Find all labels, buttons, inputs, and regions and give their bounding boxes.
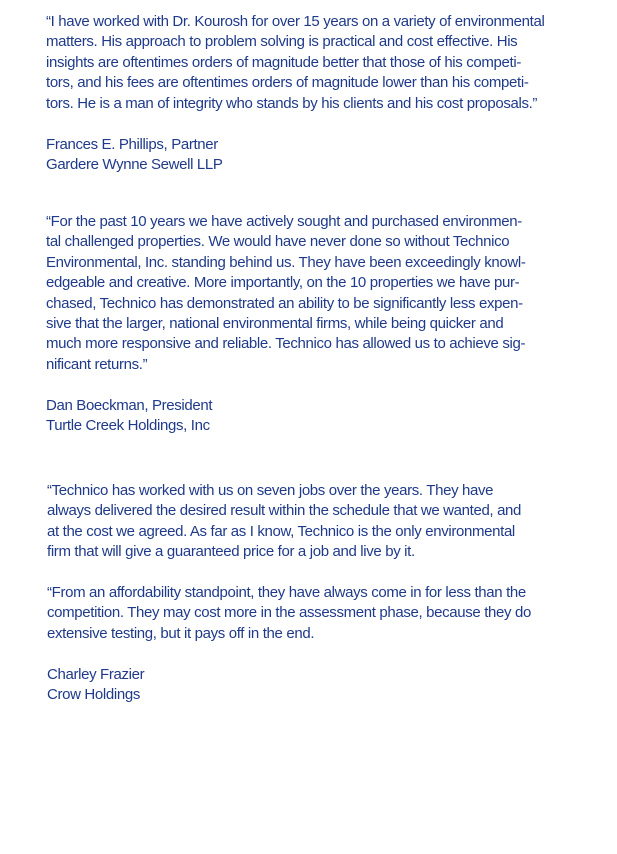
quote-line: “Technico has worked with us on seven jobs over the years. They have (47, 482, 494, 499)
attribution-name: Frances E. Phillips, Partner (46, 136, 218, 153)
quote-line: “From an affordability standpoint, they have always come in for less than the (47, 584, 526, 601)
attribution-company: Crow Holdings (47, 686, 140, 704)
quote-line: sive that the larger, national environmental firms, while being quicker and (46, 315, 504, 333)
attribution-company: Turtle Creek Holdings, Inc (46, 417, 210, 435)
testimonial-3 (47, 481, 607, 563)
testimonial-2 (46, 212, 606, 375)
quote-line: always delivered the desired result within the schedule that we wanted, and (47, 502, 522, 520)
testimonial-3-part-2 (47, 583, 607, 644)
attribution-name: Charley Frazier (47, 666, 145, 683)
quote-line: “I have worked with Dr. Kourosh for over 15 years on a variety of environmental (46, 13, 545, 30)
quote-line: nificant returns.” (46, 355, 148, 373)
quote-line: extensive testing, but it pays off in the end. (47, 624, 315, 642)
testimonial-1 (46, 12, 606, 114)
quote-line: at the cost we agreed. As far as I know, Technico is the only environmental (47, 522, 515, 540)
attribution-3 (47, 665, 607, 706)
attribution-company: Gardere Wynne Sewell LLP (46, 156, 223, 174)
quote-line: insights are oftentimes orders of magnitude better that those of his competi- (46, 53, 521, 71)
attribution-2 (46, 396, 606, 437)
quote-line: chased, Technico has demonstrated an ability to be significantly less expen- (46, 294, 523, 312)
attribution-1 (46, 135, 606, 176)
quote-line: tors. He is a man of integrity who stands by his clients and his cost proposals.” (46, 94, 538, 112)
quote-line: “For the past 10 years we have actively sought and purchased environmen- (46, 213, 522, 230)
attribution-name: Dan Boeckman, President (46, 397, 213, 414)
quote-line: firm that will give a guaranteed price for a job and live by it. (47, 543, 415, 561)
quote-line: competition. They may cost more in the assessment phase, because they do (47, 604, 531, 622)
quote-line: tal challenged properties. We would have never done so without Technico (46, 233, 510, 251)
quote-line: edgeable and creative. More importantly, on the 10 properties we have pur- (46, 274, 520, 292)
quote-line: Environmental, Inc. standing behind us. They have been exceedingly knowl- (46, 253, 526, 271)
quote-line: matters. His approach to problem solving is practical and cost effective. His (46, 33, 518, 51)
quote-line: much more responsive and reliable. Technico has allowed us to achieve sig- (46, 335, 526, 353)
quote-line: tors, and his fees are oftentimes orders of magnitude lower than his competi- (46, 74, 529, 92)
